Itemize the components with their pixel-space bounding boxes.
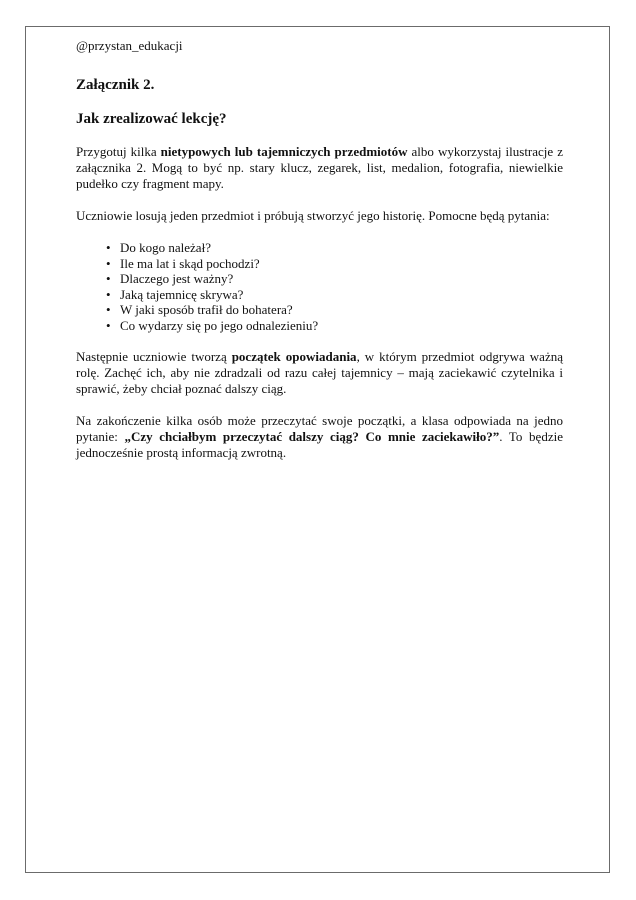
paragraph-conclusion-bold: „Czy chciałbym przeczytać dalszy ciąg? Co mnie zaciekawiło?”: [124, 429, 500, 444]
list-item: • Ile ma lat i skąd pochodzi?: [106, 256, 563, 272]
appendix-title: Załącznik 2.: [76, 77, 155, 93]
author-handle: @przystan_edukacji: [76, 38, 183, 53]
paragraph-preparation-text-a: Przygotuj kilka: [76, 144, 161, 159]
list-item: • W jaki sposób trafił do bohatera?: [106, 302, 563, 318]
paragraph-task: Uczniowie losują jeden przedmiot i próbują stworzyć jego historię. Pomocne będą pytania:: [76, 208, 550, 223]
paragraph-story-start-bold: początek opowiadania: [231, 349, 357, 364]
document-content: [76, 38, 563, 461]
list-item: • Dlaczego jest ważny?: [106, 271, 563, 287]
section-subtitle: Jak zrealizować lekcję?: [76, 111, 227, 127]
paragraph-conclusion-text-c: . To będzie jednocześnie prostą informacją zwrotną.: [76, 429, 563, 460]
paragraph-preparation: [76, 144, 563, 192]
paragraph-preparation-text-c: albo wykorzystaj ilustracje z załącznika 2. Mogą to być np. stary klucz, zegarek, list, medalion, fotografia, niewielkie pudełko czy fragment mapy.: [76, 144, 564, 191]
paragraph-story-start-text-c: , w którym przedmiot odgrywa ważną rolę. Zachęć ich, aby nie zdradzali od razu całej tajemnicy – mają zaciekawić czytelnika i sprawić, żeby chciał poznać dalszy ciąg.: [76, 349, 563, 396]
paragraph-story-start-text-a: Następnie uczniowie tworzą: [76, 349, 232, 364]
list-item: • Co wydarzy się po jego odnalezieniu?: [106, 318, 563, 334]
paragraph-preparation-bold: nietypowych lub tajemniczych przedmiotów: [160, 144, 408, 159]
paragraph-conclusion-text-a: Na zakończenie kilka osób może przeczytać swoje początki, a klasa odpowiada na jedno pytanie:: [76, 413, 563, 444]
list-item: • Jaką tajemnicę skrywa?: [106, 287, 563, 303]
list-item: • Do kogo należał?: [106, 240, 563, 256]
paragraph-story-start: [76, 349, 563, 397]
document-page: [25, 26, 610, 873]
questions-list: [76, 240, 563, 333]
paragraph-conclusion: [76, 413, 563, 461]
